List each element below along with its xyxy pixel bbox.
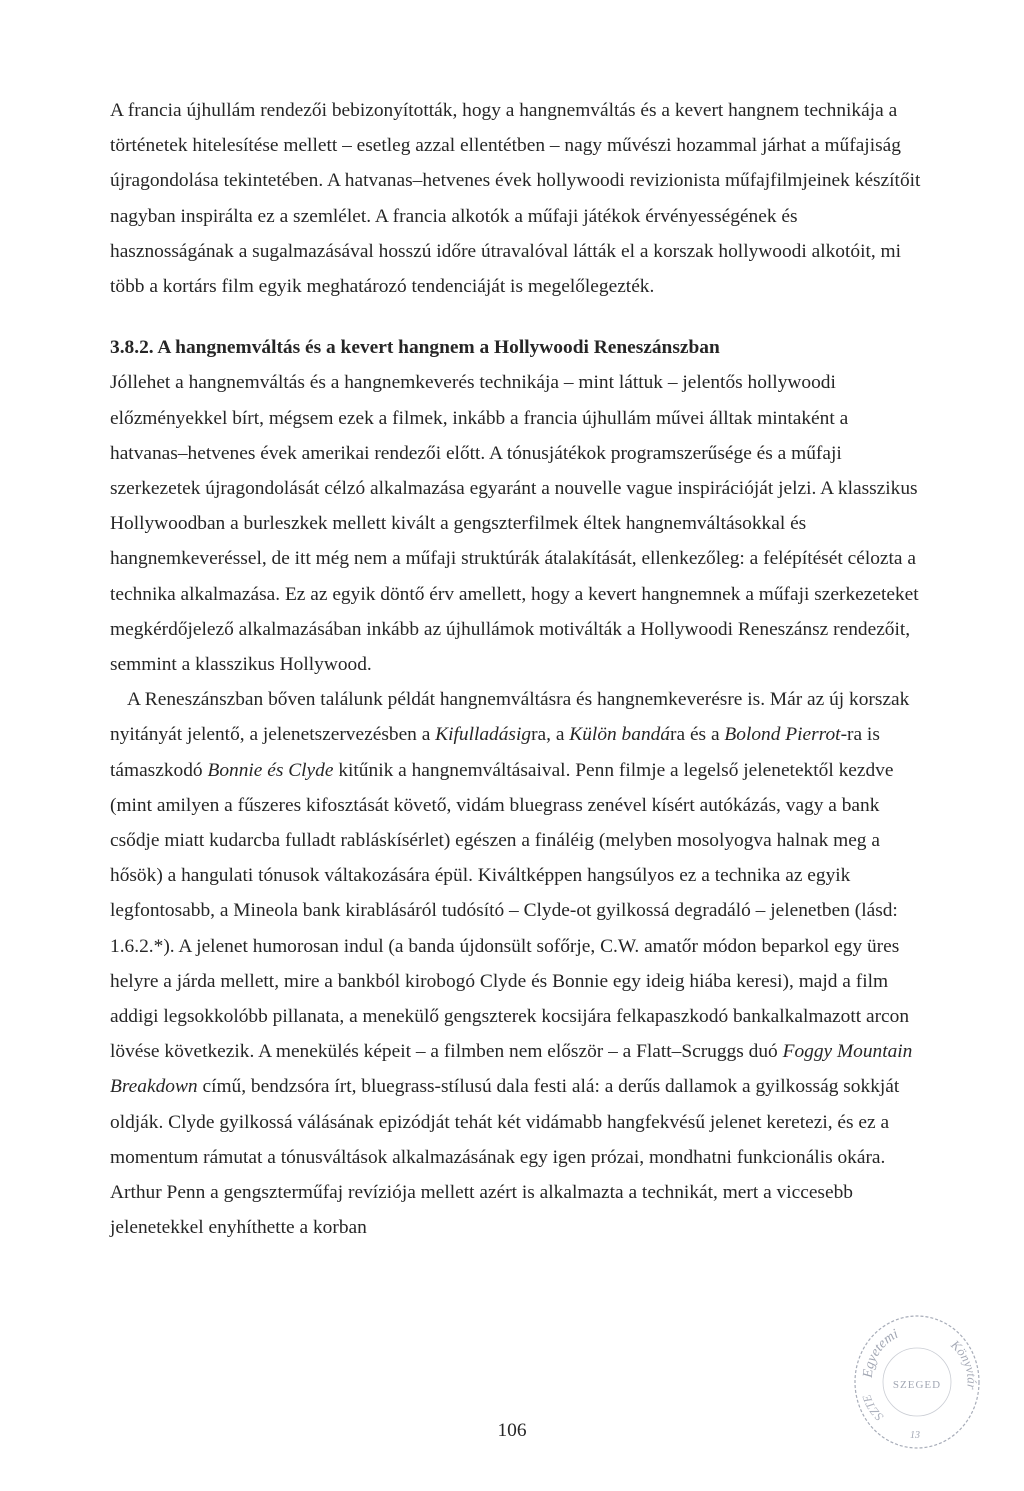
stamp-center-text: SZEGED <box>892 1379 942 1391</box>
song-title: Foggy Mountain Breakdown <box>110 1041 913 1098</box>
film-title-kifulladasig: Kifulladásig <box>435 724 532 746</box>
library-stamp <box>842 1306 992 1456</box>
paragraph-bonnie-clyde <box>110 682 926 1245</box>
stamp-graphic <box>842 1306 992 1456</box>
text-run: kitűnik a hangnemváltásaival. Penn filmje a legelső jelenetektől kezdve (mint amilyen a fűszeres kifosztását követő, vidám bluegrass zenével kísért autókázás, vagy a bank csődje miatt kudarcba fulladt rabláskísérlet) egészen a fináléig (melyben mosolyogva halnak meg a hősök) a hangulati tónusok váltakozására épül. Kiváltképpen hangsúlyos ez a technika az egyik legfontosabb, a Mineola bank kirablásáról tudósító – Clyde-ot gyilkossá degradáló – jelenetben (lásd: 1.6.2.*). A jelenet humorosan indul (a banda újdonsült sofőrje, C.W. amatőr módon beparkol egy üres helyre a járda mellett, mire a bankból kirobogó Clyde és Bonnie egy ideig hiába keresi), majd a film addigi legsokkolóbb pillanata, a menekülő gengszterek kocsijára felkapaszkodó bankalkalmazott arcon lövése következik. A menekülés képeit – a filmben nem először – a Flatt–Scruggs duó <box>110 759 910 1063</box>
stamp-left-text: SZTE <box>859 1392 887 1424</box>
film-title-bolond-pierrot: Bolond Pierrot <box>724 724 841 746</box>
page-number: 106 <box>497 1420 527 1441</box>
paragraph-intro: A francia újhullám rendezői bebizonyították, hogy a hangnemváltás és a kevert hangnem technikája a történetek hitelesítése mellett – esetleg azzal ellentétben – nagy művészi hozammal járhat a műfajiság újragondolása tekintetében. A hatvanas–hetvenes évek hollywoodi revizionista műfajfilmjeinek készítőit nagyban inspirálta ez a szemlélet. A francia alkotók a műfaji játékok érvényességének és hasznosságának a sugalmazásával hosszú időre útravalóval látták el a korszak hollywoodi alkotóit, mi több a kortárs film egyik meghatározó tendenciáját is megelőlegezték. <box>110 100 921 298</box>
section-heading: 3.8.2. A hangnemváltás és a kevert hangnem a Hollywoodi Reneszánszban <box>110 337 720 359</box>
film-title-kulon-banda: Külön bandá <box>569 724 671 746</box>
stamp-top-text: Egyetemi <box>860 1326 901 1379</box>
text-run: -ra is támaszkodó <box>110 724 880 781</box>
stamp-right-text: Könyvtár <box>948 1336 980 1391</box>
text-run: A Reneszánszban bőven találunk példát hangnemváltásra és hangnemkeverésre is. Már az új korszak nyitányát jelentő, a jelenetszervezésben a <box>110 689 910 746</box>
text-run: ra, a <box>531 724 570 746</box>
paragraph-section-intro: Jóllehet a hangnemváltás és a hangnemkeverés technikája – mint láttuk – jelentős hollywoodi előzményekkel bírt, mégsem ezek a filmek, inkább a francia újhullám művei álltak mintaként a hatvanas–hetvenes évek amerikai rendezői előtt. A tónusjátékok programszerűsége és a műfaji szerkezetek újragondolását célzó alkalmazása egyaránt a nouvelle vague inspirációját jelzi. A klasszikus Hollywoodban a burleszkek mellett kivált a gengszterfilmek éltek hangnemváltásokkal és hangnemkeveréssel, de itt még nem a műfaji struktúrák átalakítását, ellenkezőleg: a felépítését célozta a technika alkalmazása. Ez az egyik döntő érv amellett, hogy a kevert hangnemnek a műfaji szerkezeteket megkérdőjelező alkalmazásában inkább az újhullámok motiválták a Hollywoodi Reneszánsz rendezőit, semmint a klasszikus Hollywood. <box>110 372 919 676</box>
document-body <box>110 93 926 1246</box>
text-run: ra és a <box>670 724 725 746</box>
text-run: című, bendzsóra írt, bluegrass-stílusú dala festi alá: a derűs dallamok a gyilkosság sokkját oldják. Clyde gyilkossá válásának epizódját tehát két vidámabb hangfekvésű jelenet keretezi, és ez a momentum rámutat a tónusváltások alkalmazásának egy igen prózai, mondhatni funkcionális okára. Arthur Penn a gengszterműfaj revíziója mellett azért is alkalmazta a technikát, mert a viccesebb jelenetekkel enyhíthette a korban <box>110 1076 900 1239</box>
film-title-bonnie-es-clyde: Bonnie és Clyde <box>207 759 334 781</box>
stamp-bottom-text: 13 <box>910 1430 920 1441</box>
